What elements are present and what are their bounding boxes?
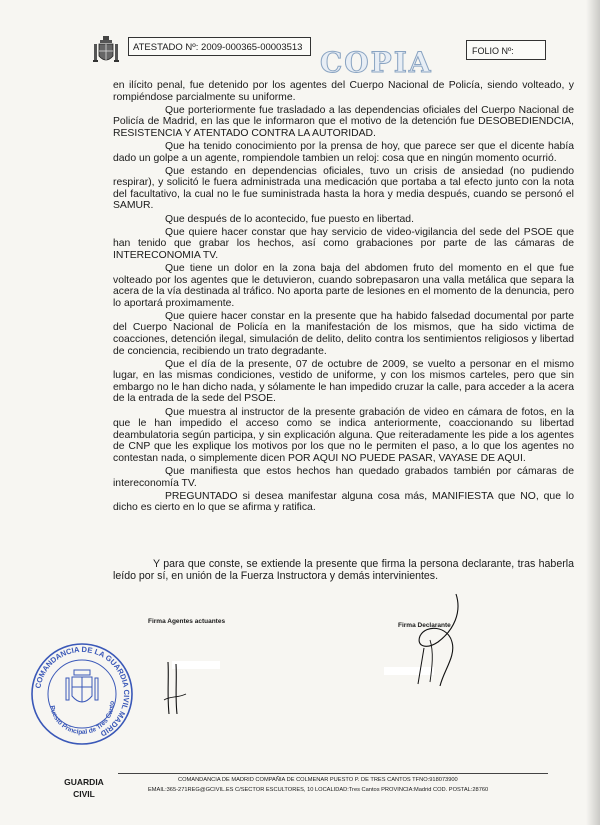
copia-watermark: COPIA [320, 46, 433, 79]
stamp-outer-text: COMANDANCIA DE LA GUARDIA CIVIL MADRID [33, 644, 132, 739]
folio-number: FOLIO Nº: [466, 40, 546, 60]
agents-signature-label: Firma Agentes actuantes [148, 618, 226, 625]
paragraph: PREGUNTADO si desea manifestar alguna cosa más, MANIFIESTA que NO, que lo dicho es cierto en lo que se afirma y ratifica. [113, 490, 574, 514]
footer-address-line: EMAIL:365-271REG@GCIVIL.ES C/SECTOR ESCULTORES, 10 LOCALIDAD:Tres Cantos PROVINCIA:Madrid COD. POSTAL:28760 [148, 787, 489, 793]
spanish-crest-icon [93, 36, 119, 66]
footer-contact-line: COMANDANCIA DE MADRID COMPAÑIA DE COLMENAR PUESTO P. DE TRES CANTOS TFNO:918073900 [178, 777, 458, 783]
paragraph: Que después de lo acontecido, fue puesto en libertad. [165, 213, 414, 225]
agent-signature-mark [160, 660, 190, 716]
paragraph: Que tiene un dolor en la zona baja del abdomen fruto del momento en el que fue volteado por los agentes que le detuvieron, cuando sobrepasaron una valla metálica que separa la acera de la vía destinada al tráfico. No aporta parte de lesiones en el momento de la denuncia, pero lo aportará proximamente. [113, 262, 574, 309]
declarant-signature-label: Firma Declarante [398, 622, 451, 629]
paragraph: Que quiere hacer constar en la presente que ha habido falsedad documental por parte del Cuerpo Nacional de Policía en la manifestación de los mismos, que ha sido victima de coacciones, detención ilegal, simulación de delito, delito contra los sentimientos religiosos y libertad de conciencia, recibiendo un trato degradante. [113, 310, 574, 357]
footer [118, 774, 548, 799]
guardia-civil-label: GUARDIA CIVIL [64, 777, 104, 799]
paragraph: Que estando en dependencias oficiales, tuvo un crisis de ansiedad (no pudiendo respirar), y solicitó le fuera administrada una medicación que portaba a tal efecto junto con la nota del facultativo, la cual no le fue suministrada hasta la hora y media después, cuando se personó el SAMUR. [113, 165, 574, 212]
paragraph: Que quiere hacer constar que hay servicio de video-vigilancia del sede del PSOE que han tenido que grabar los hechos, así como grabaciones por parte de las cámaras de INTERECONOMIA TV. [113, 226, 574, 261]
closing-paragraph: Y para que conste, se extiende la presente que firma la persona declarante, tras haberla leído por sí, en unión de la Fuerza Instructora y demás intervinientes. [113, 558, 574, 583]
atestado-number: ATESTADO Nº: 2009-000365-00003513 [128, 37, 311, 56]
declaration-body [113, 80, 574, 515]
paragraph: en ilícito penal, fue detenido por los agentes del Cuerpo Nacional de Policía, siendo volteado, y rompiéndose parcialmente su uniforme. [113, 80, 574, 103]
paragraph: Que manifiesta que estos hechos han quedado grabados también por cámaras de intereconomía TV. [113, 466, 574, 489]
paragraph: Que ha tenido conocimiento por la prensa de hoy, que parece ser que el dicente había dado un golpe a un agente, rompiendole tambien un reloj: cosa que en ningún momento ocurrió. [113, 140, 574, 164]
page-edge-shadow [586, 0, 600, 825]
stamp-inner-text: Puesto Principal de Tres Canto [48, 700, 117, 737]
paragraph: Que porteriormente fue trasladado a las dependencias oficiales del Cuerpo Nacional de Policía de Madrid, en las que le informaron que el motivo de la detención fue DESOBEDIENDCIA, RESISTENCIA Y ATENTADO CONTRA LA AUTORIDAD. [113, 104, 574, 139]
paragraph: Que muestra al instructor de la presente grabación de video en cámara de fotos, en la que le han impedido el acceso como se indica anteriormente, coaccionando su libertad deambulatoria según participa, y sin explicación alguna. Que reiteradamente les pide a los agentes de CNP que les explique los motivos por los que no le permiten el paso, a lo que los agentes no contestan nada, o simplemente dicen POR AQUI NO PUEDE PASAR, VAYASE DE AQUI. [113, 406, 574, 464]
closing-statement [113, 558, 574, 583]
paragraph: Que el día de la presente, 07 de octubre de 2009, se vuelto a personar en el mismo lugar, en las mismas condiciones, vestido de uniforme, y con los mismos carteles, pero que sin embargo no le han dicho nada, y sólamente le han impedido cruzar la calle, para acceder a la acera de la entrada de la sede del PSOE. [113, 358, 574, 405]
guardia-civil-stamp [30, 642, 134, 746]
declarant-signature-mark [400, 590, 470, 690]
